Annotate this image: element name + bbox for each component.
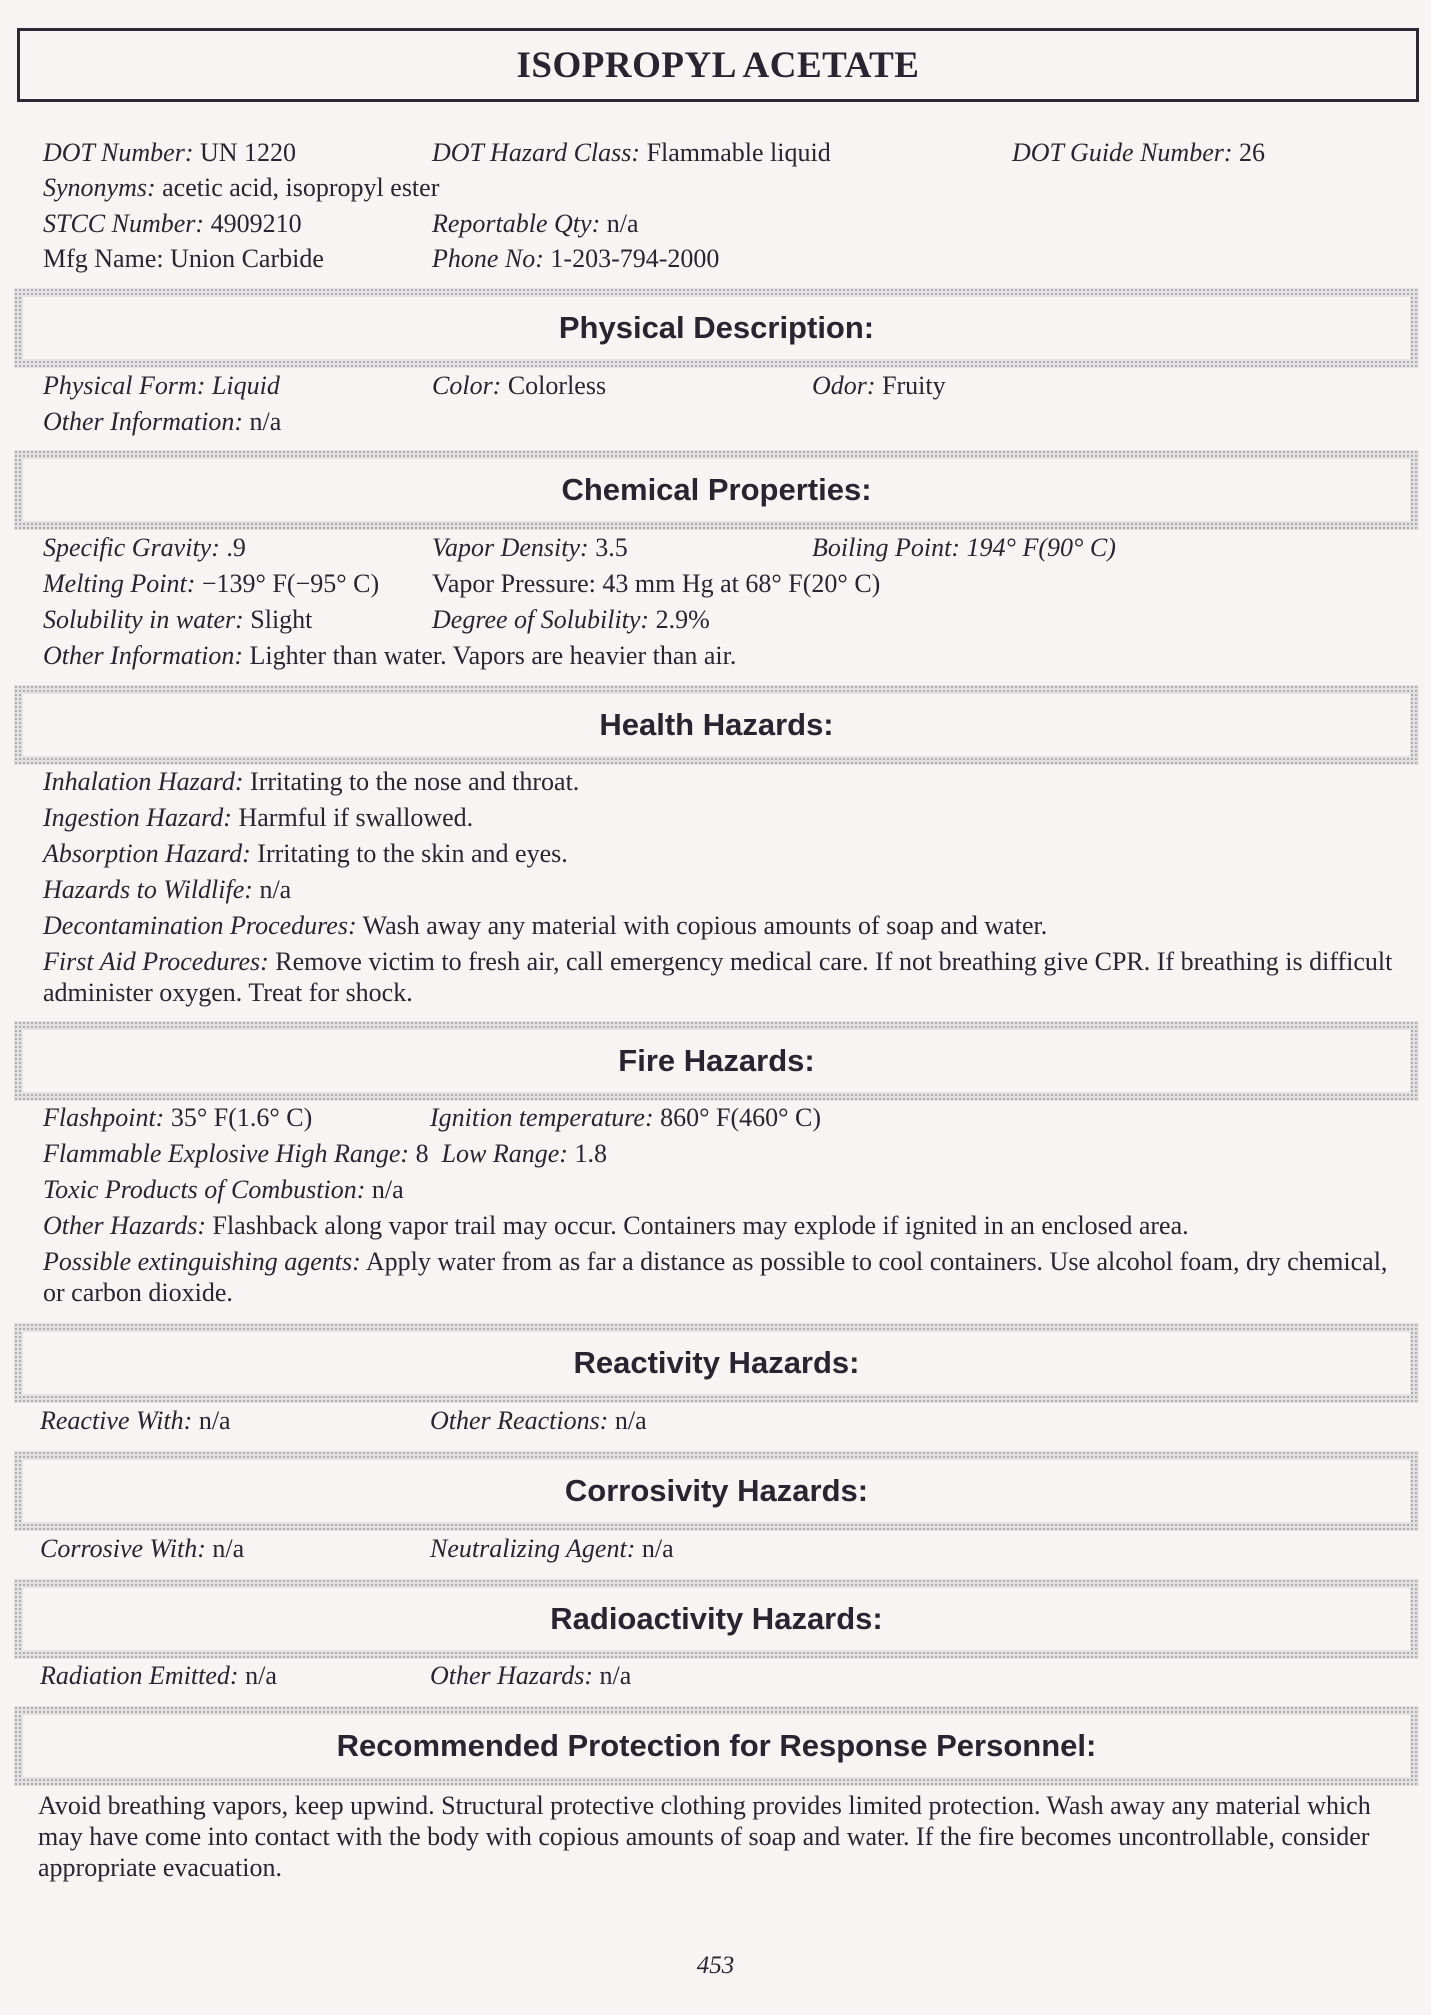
physical-other-field xyxy=(43,406,281,438)
stcc-number-value: 4909210 xyxy=(210,209,302,238)
radiation-emitted-value: n/a xyxy=(245,1661,277,1690)
odor-field xyxy=(812,370,946,402)
radio-other-hazards-field xyxy=(430,1660,631,1692)
flashpoint-value: 35° F(1.6° C) xyxy=(170,1103,313,1132)
melting-point-value: −139° F(−95° C) xyxy=(201,569,380,598)
solubility-label: Solubility in water: xyxy=(43,605,244,634)
fire-other-hazards-field xyxy=(43,1210,1189,1242)
other-reactions-label: Other Reactions: xyxy=(430,1406,609,1435)
extinguishing-field xyxy=(43,1246,1413,1308)
corrosivity-hazards-header xyxy=(14,1451,1419,1531)
specific-gravity-label: Specific Gravity: xyxy=(43,533,220,562)
vapor-pressure-value: 43 mm Hg at 68° F(20° C) xyxy=(602,569,881,598)
toxic-products-value: n/a xyxy=(371,1175,404,1204)
reportable-qty-value: n/a xyxy=(606,209,639,238)
physical-other-label: Other Information: xyxy=(43,407,244,436)
vapor-density-label: Vapor Density: xyxy=(432,533,589,562)
high-range-label: Flammable Explosive High Range: xyxy=(43,1139,410,1168)
dot-hazard-class-value: Flammable liquid xyxy=(646,138,831,167)
radio-other-hazards-label: Other Hazards: xyxy=(430,1661,593,1690)
ingestion-label: Ingestion Hazard: xyxy=(43,803,232,832)
phone-value: 1-203-794-2000 xyxy=(550,244,720,273)
extinguishing-label: Possible extinguishing agents: xyxy=(43,1247,361,1276)
neutralizing-agent-value: n/a xyxy=(641,1534,674,1563)
odor-value: Fruity xyxy=(882,371,946,400)
flammable-range-field xyxy=(43,1138,607,1170)
other-reactions-value: n/a xyxy=(614,1406,647,1435)
absorption-label: Absorption Hazard: xyxy=(43,839,251,868)
radiation-emitted-label: Radiation Emitted: xyxy=(40,1661,239,1690)
vapor-pressure-label: Vapor Pressure: xyxy=(432,569,596,598)
phone-label: Phone No: xyxy=(432,244,544,273)
degree-solubility-field xyxy=(432,604,710,636)
dot-guide-number-label: DOT Guide Number: xyxy=(1012,138,1233,167)
physical-other-value: n/a xyxy=(249,407,282,436)
boiling-point-value: 194° F(90° C) xyxy=(966,533,1116,562)
decon-field xyxy=(43,910,1047,942)
corrosive-with-label: Corrosive With: xyxy=(40,1534,206,1563)
neutralizing-agent-field xyxy=(430,1533,674,1565)
dot-guide-number-field xyxy=(1012,137,1265,169)
melting-point-label: Melting Point: xyxy=(43,569,196,598)
odor-label: Odor: xyxy=(812,371,876,400)
solubility-value: Slight xyxy=(250,605,313,634)
stcc-number-label: STCC Number: xyxy=(43,209,205,238)
flashpoint-field xyxy=(43,1102,312,1134)
corrosive-with-value: n/a xyxy=(212,1534,245,1563)
radioactivity-hazards-heading: Radioactivity Hazards: xyxy=(550,1601,883,1636)
mfg-name-value: Union Carbide xyxy=(170,244,324,273)
protection-heading: Recommended Protection for Response Personnel: xyxy=(336,1728,1097,1763)
low-range-value: 1.8 xyxy=(574,1139,607,1168)
chemical-other-field xyxy=(43,640,736,672)
vapor-density-field xyxy=(432,532,628,564)
synonyms-label: Synonyms: xyxy=(43,173,156,202)
dot-number-field xyxy=(43,137,296,169)
specific-gravity-field xyxy=(43,532,246,564)
page-title: ISOPROPYL ACETATE xyxy=(516,44,920,86)
radioactivity-hazards-header xyxy=(14,1579,1419,1659)
health-hazards-header xyxy=(14,685,1419,765)
flashpoint-label: Flashpoint: xyxy=(43,1103,165,1132)
radiation-emitted-field xyxy=(40,1660,277,1692)
mfg-name-field xyxy=(43,243,324,275)
wildlife-value: n/a xyxy=(259,875,292,904)
protection-text: Avoid breathing vapors, keep upwind. Structural protective clothing provides limited protection. Wash away any material which may have come into contact with the body with copious amounts of soap and water. If the fire becomes uncontrollable, consider appropriate evacuation. xyxy=(38,1791,1371,1882)
first-aid-label: First Aid Procedures: xyxy=(43,947,269,976)
first-aid-value: Remove victim to fresh air, call emergency medical care. If not breathing give CPR. If breathing is difficult administer oxygen. Treat for shock. xyxy=(43,947,1393,1007)
chemical-other-value: Lighter than water. Vapors are heavier than air. xyxy=(249,641,737,670)
boiling-point-label: Boiling Point: xyxy=(812,533,961,562)
melting-point-field xyxy=(43,568,379,600)
ignition-label: Ignition temperature: xyxy=(430,1103,654,1132)
low-range-label: Low Range: xyxy=(441,1139,568,1168)
color-label: Color: xyxy=(432,371,502,400)
toxic-products-label: Toxic Products of Combustion: xyxy=(43,1175,366,1204)
reportable-qty-label: Reportable Qty: xyxy=(432,209,601,238)
fire-other-hazards-label: Other Hazards: xyxy=(43,1211,206,1240)
physical-form-label: Physical Form: xyxy=(43,371,206,400)
dot-hazard-class-field xyxy=(432,137,831,169)
first-aid-field xyxy=(43,946,1403,1008)
stcc-number-field xyxy=(43,208,302,240)
ingestion-field xyxy=(43,802,473,834)
synonyms-field xyxy=(43,172,439,204)
dot-number-label: DOT Number: xyxy=(43,138,194,167)
reactive-with-field xyxy=(40,1405,231,1437)
toxic-products-field xyxy=(43,1174,404,1206)
fire-other-hazards-value: Flashback along vapor trail may occur. Containers may explode if ignited in an enclosed area. xyxy=(212,1211,1189,1240)
chemical-properties-header xyxy=(14,450,1419,530)
fire-hazards-heading: Fire Hazards: xyxy=(618,1043,815,1078)
dot-guide-number-value: 26 xyxy=(1239,138,1266,167)
wildlife-label: Hazards to Wildlife: xyxy=(43,875,253,904)
reactivity-hazards-heading: Reactivity Hazards: xyxy=(573,1345,860,1380)
dot-hazard-class-label: DOT Hazard Class: xyxy=(432,138,641,167)
synonyms-value: acetic acid, isopropyl ester xyxy=(162,173,440,202)
physical-description-header xyxy=(14,288,1419,368)
absorption-value: Irritating to the skin and eyes. xyxy=(257,839,568,868)
reactive-with-value: n/a xyxy=(198,1406,231,1435)
solubility-field xyxy=(43,604,312,636)
ingestion-value: Harmful if swallowed. xyxy=(238,803,474,832)
fire-hazards-header xyxy=(14,1021,1419,1101)
physical-form-field xyxy=(43,370,280,402)
other-reactions-field xyxy=(430,1405,647,1437)
decon-value: Wash away any material with copious amounts of soap and water. xyxy=(362,911,1048,940)
degree-solubility-label: Degree of Solubility: xyxy=(432,605,650,634)
dot-number-value: UN 1220 xyxy=(199,138,297,167)
color-value: Colorless xyxy=(507,371,607,400)
color-field xyxy=(432,370,606,402)
ignition-field xyxy=(430,1102,821,1134)
reactive-with-label: Reactive With: xyxy=(40,1406,193,1435)
radio-other-hazards-value: n/a xyxy=(599,1661,632,1690)
extinguishing-value: Apply water from as far a distance as possible to cool containers. Use alcohol foam, dry chemical, or carbon dioxide. xyxy=(43,1247,1388,1307)
phone-field xyxy=(432,243,719,275)
title-box xyxy=(17,28,1419,102)
reactivity-hazards-header xyxy=(14,1323,1419,1403)
inhalation-field xyxy=(43,766,579,798)
degree-solubility-value: 2.9% xyxy=(655,605,710,634)
mfg-name-label: Mfg Name: xyxy=(43,244,164,273)
chemical-properties-heading: Chemical Properties: xyxy=(561,472,872,507)
reportable-qty-field xyxy=(432,208,639,240)
specific-gravity-value: .9 xyxy=(226,533,246,562)
physical-form-value: Liquid xyxy=(211,371,280,400)
chemical-other-label: Other Information: xyxy=(43,641,244,670)
corrosive-with-field xyxy=(40,1533,244,1565)
vapor-pressure-field xyxy=(432,568,880,600)
health-hazards-heading: Health Hazards: xyxy=(599,707,834,742)
physical-description-heading: Physical Description: xyxy=(558,310,875,345)
inhalation-label: Inhalation Hazard: xyxy=(43,767,244,796)
ignition-value: 860° F(460° C) xyxy=(660,1103,822,1132)
vapor-density-value: 3.5 xyxy=(595,533,628,562)
page-number: 453 xyxy=(696,1952,735,1979)
high-range-value: 8 xyxy=(415,1139,429,1168)
boiling-point-field xyxy=(812,532,1116,564)
absorption-field xyxy=(43,838,568,870)
decon-label: Decontamination Procedures: xyxy=(43,911,357,940)
wildlife-field xyxy=(43,874,291,906)
corrosivity-hazards-heading: Corrosivity Hazards: xyxy=(564,1473,869,1508)
neutralizing-agent-label: Neutralizing Agent: xyxy=(430,1534,636,1563)
inhalation-value: Irritating to the nose and throat. xyxy=(250,767,580,796)
protection-header xyxy=(14,1706,1419,1786)
